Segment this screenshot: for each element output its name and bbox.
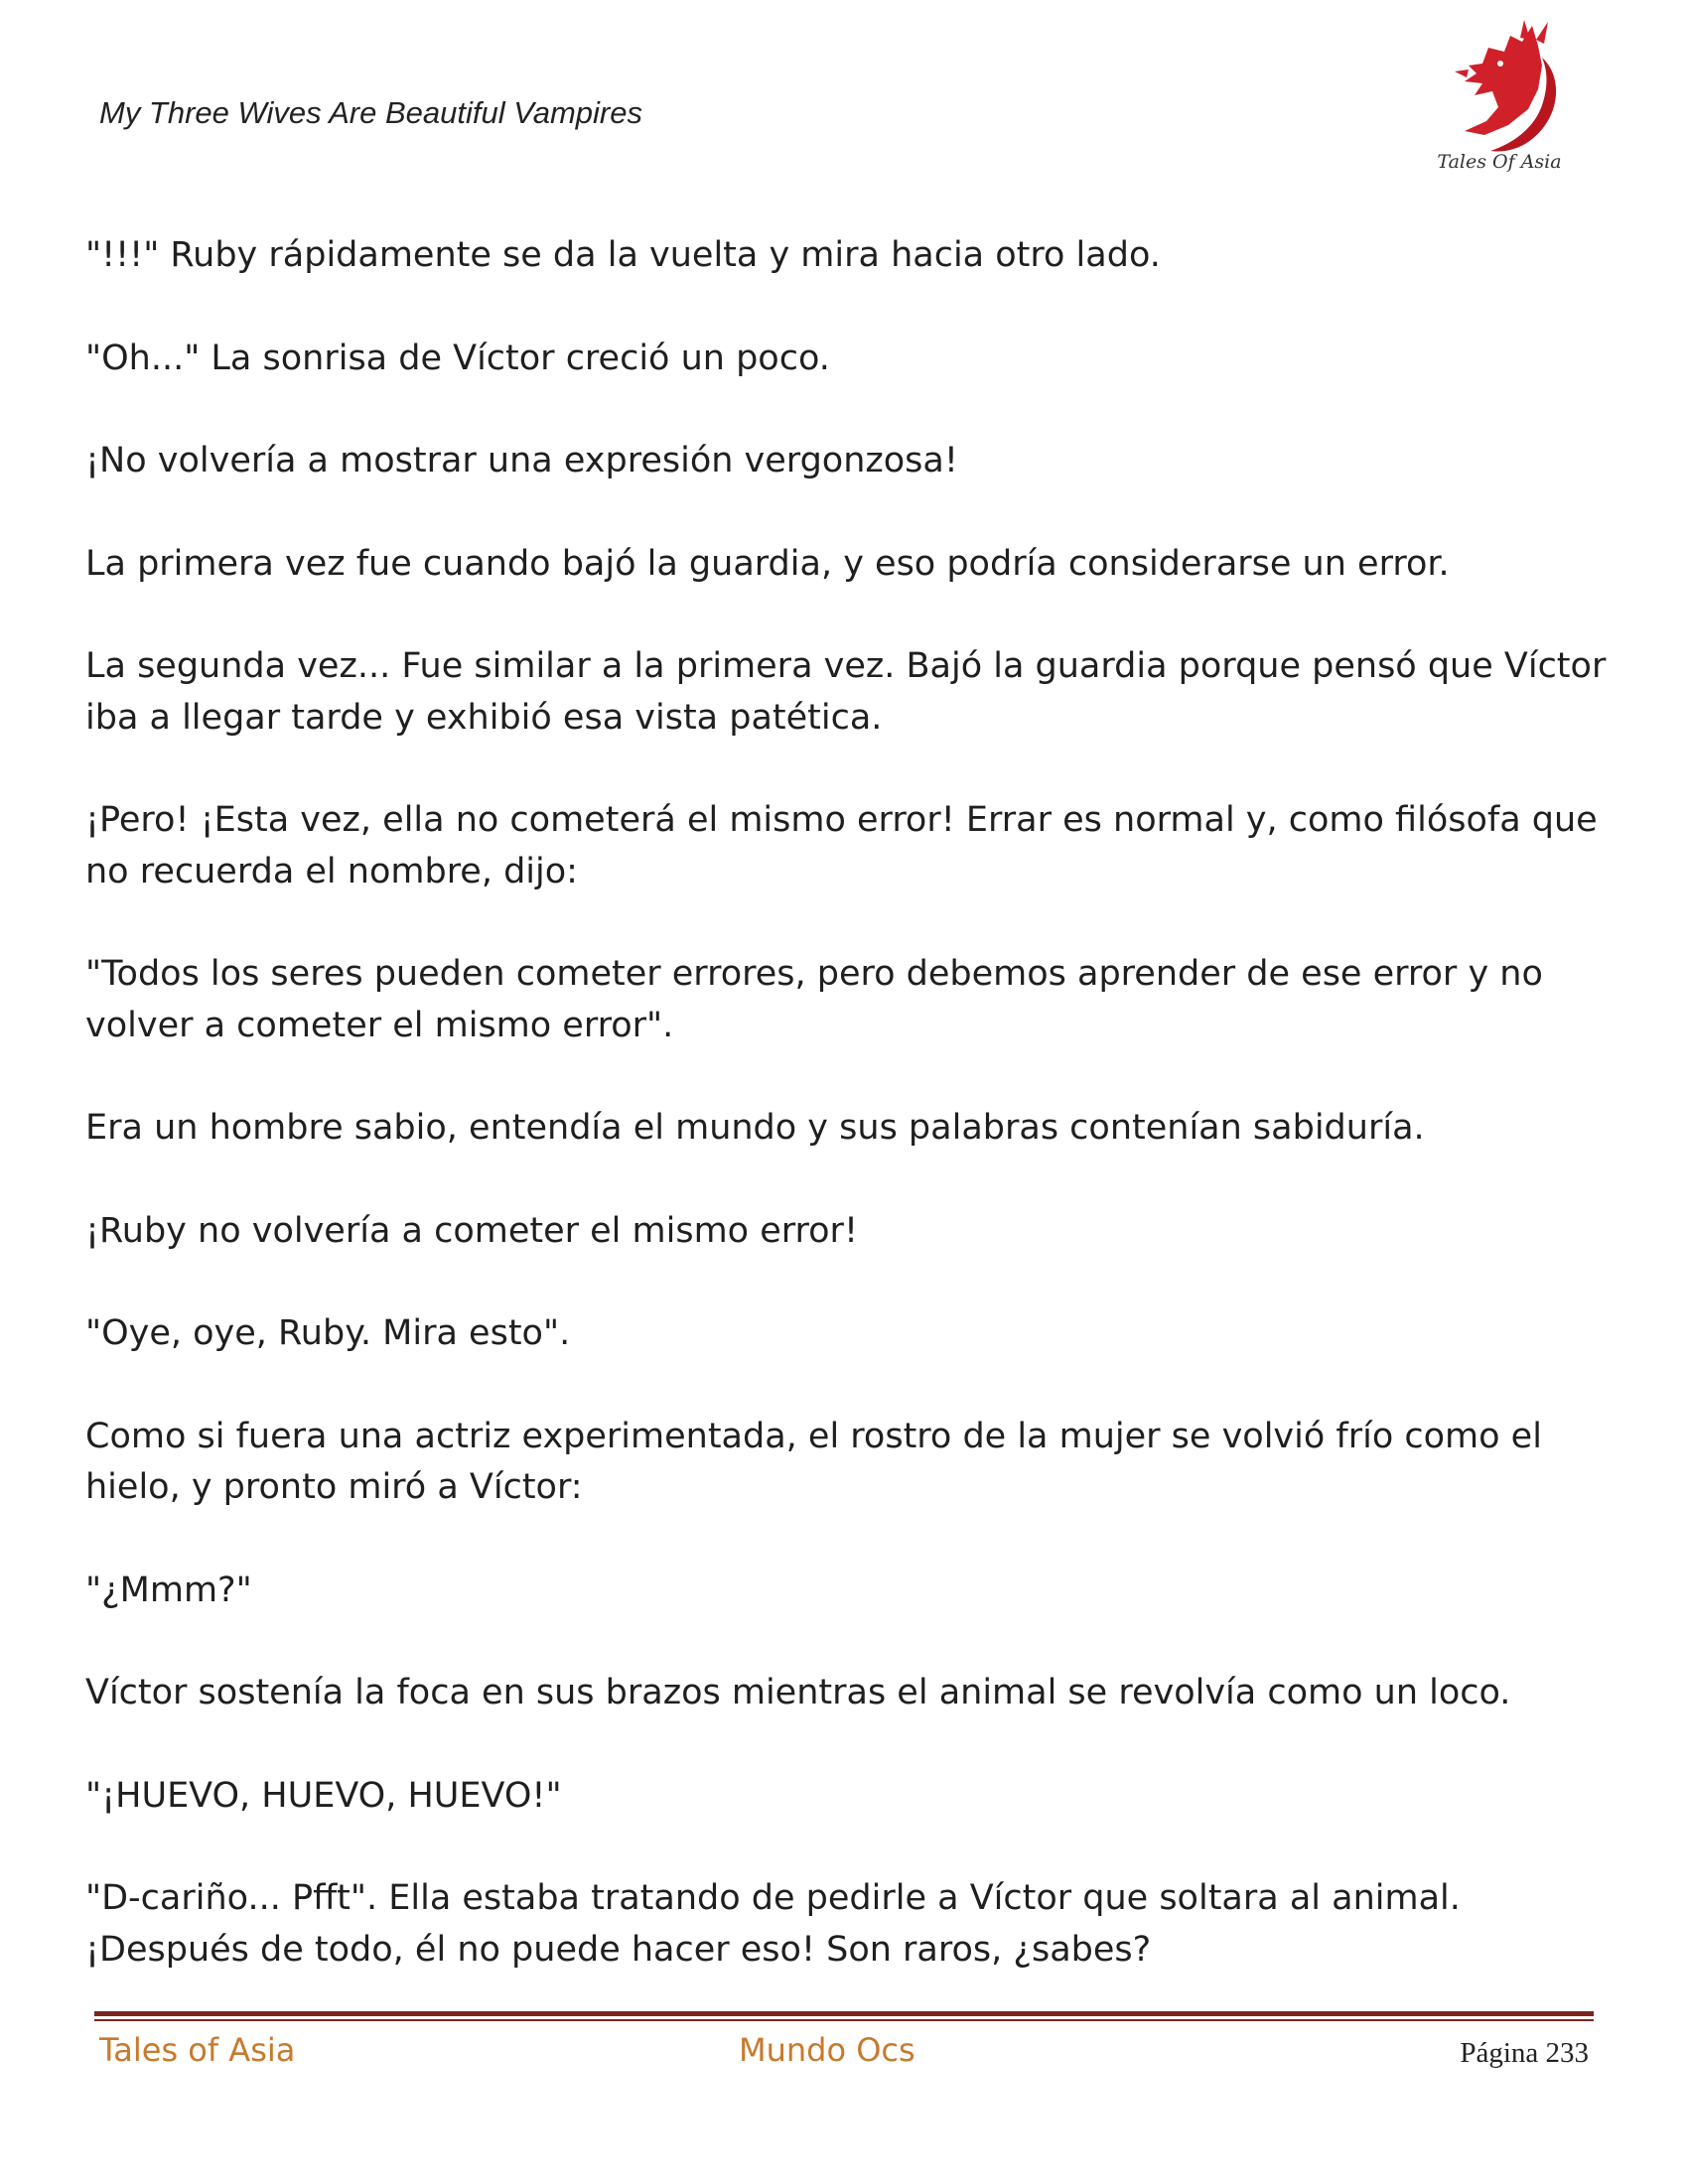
paragraph: Víctor sostenía la foca en sus brazos mientras el animal se revolvía como un loco. <box>85 1673 1511 1712</box>
paragraph: "Todos los seres pueden cometer errores, pero debemos aprender de ese error y no volver a cometer el mismo error". <box>85 954 1543 1045</box>
running-header-title: My Three Wives Are Beautiful Vampires <box>99 95 642 130</box>
chapter-body <box>85 230 1615 2027</box>
paragraph: ¡Ruby no volvería a cometer el mismo error! <box>85 1210 858 1251</box>
tales-of-asia-logo <box>1425 18 1574 177</box>
paragraph: ¡Pero! ¡Esta vez, ella no cometerá el mismo error! Errar es normal y, como filósofa que no recuerda el nombre, dijo: <box>85 800 1598 891</box>
paragraph: "D-cariño... Pfft". Ella estaba tratando de pedirle a Víctor que soltara al animal. ¡Después de todo, él no puede hacer eso! Son raros, ¿sabes? <box>85 1878 1461 1970</box>
footer-site-name: Tales of Asia <box>99 2031 296 2069</box>
paragraph: "¡HUEVO, HUEVO, HUEVO!" <box>85 1775 562 1816</box>
paragraph: "¿Mmm?" <box>85 1570 252 1610</box>
paragraph: La primera vez fue cuando bajó la guardia, y eso podría considerarse un error. <box>85 543 1450 584</box>
paragraph: ¡No volvería a mostrar una expresión vergonzosa! <box>85 441 958 480</box>
logo-text: Tales Of Asia <box>1437 151 1562 173</box>
paragraph: Como si fuera una actriz experimentada, el rostro de la mujer se volvió frío como el hielo, y pronto miró a Víctor: <box>85 1416 1542 1507</box>
paragraph: Era un hombre sabio, entendía el mundo y sus palabras contenían sabiduría. <box>85 1108 1425 1148</box>
red-dragon-icon <box>1425 18 1574 157</box>
paragraph: "Oye, oye, Ruby. Mira esto". <box>85 1313 571 1353</box>
paragraph: La segunda vez... Fue similar a la primera vez. Bajó la guardia porque pensó que Víctor iba a llegar tarde y exhibió esa vista patética. <box>85 646 1607 738</box>
paragraph: "Oh..." La sonrisa de Víctor creció un poco. <box>85 338 830 378</box>
footer-rule-thick <box>94 2011 1594 2016</box>
footer-section-name: Mundo Ocs <box>739 2031 915 2069</box>
footer-rule-thin <box>94 2019 1594 2021</box>
paragraph: "!!!" Ruby rápidamente se da la vuelta y mira hacia otro lado. <box>85 235 1161 275</box>
page-number: Página 233 <box>1460 2037 1589 2069</box>
